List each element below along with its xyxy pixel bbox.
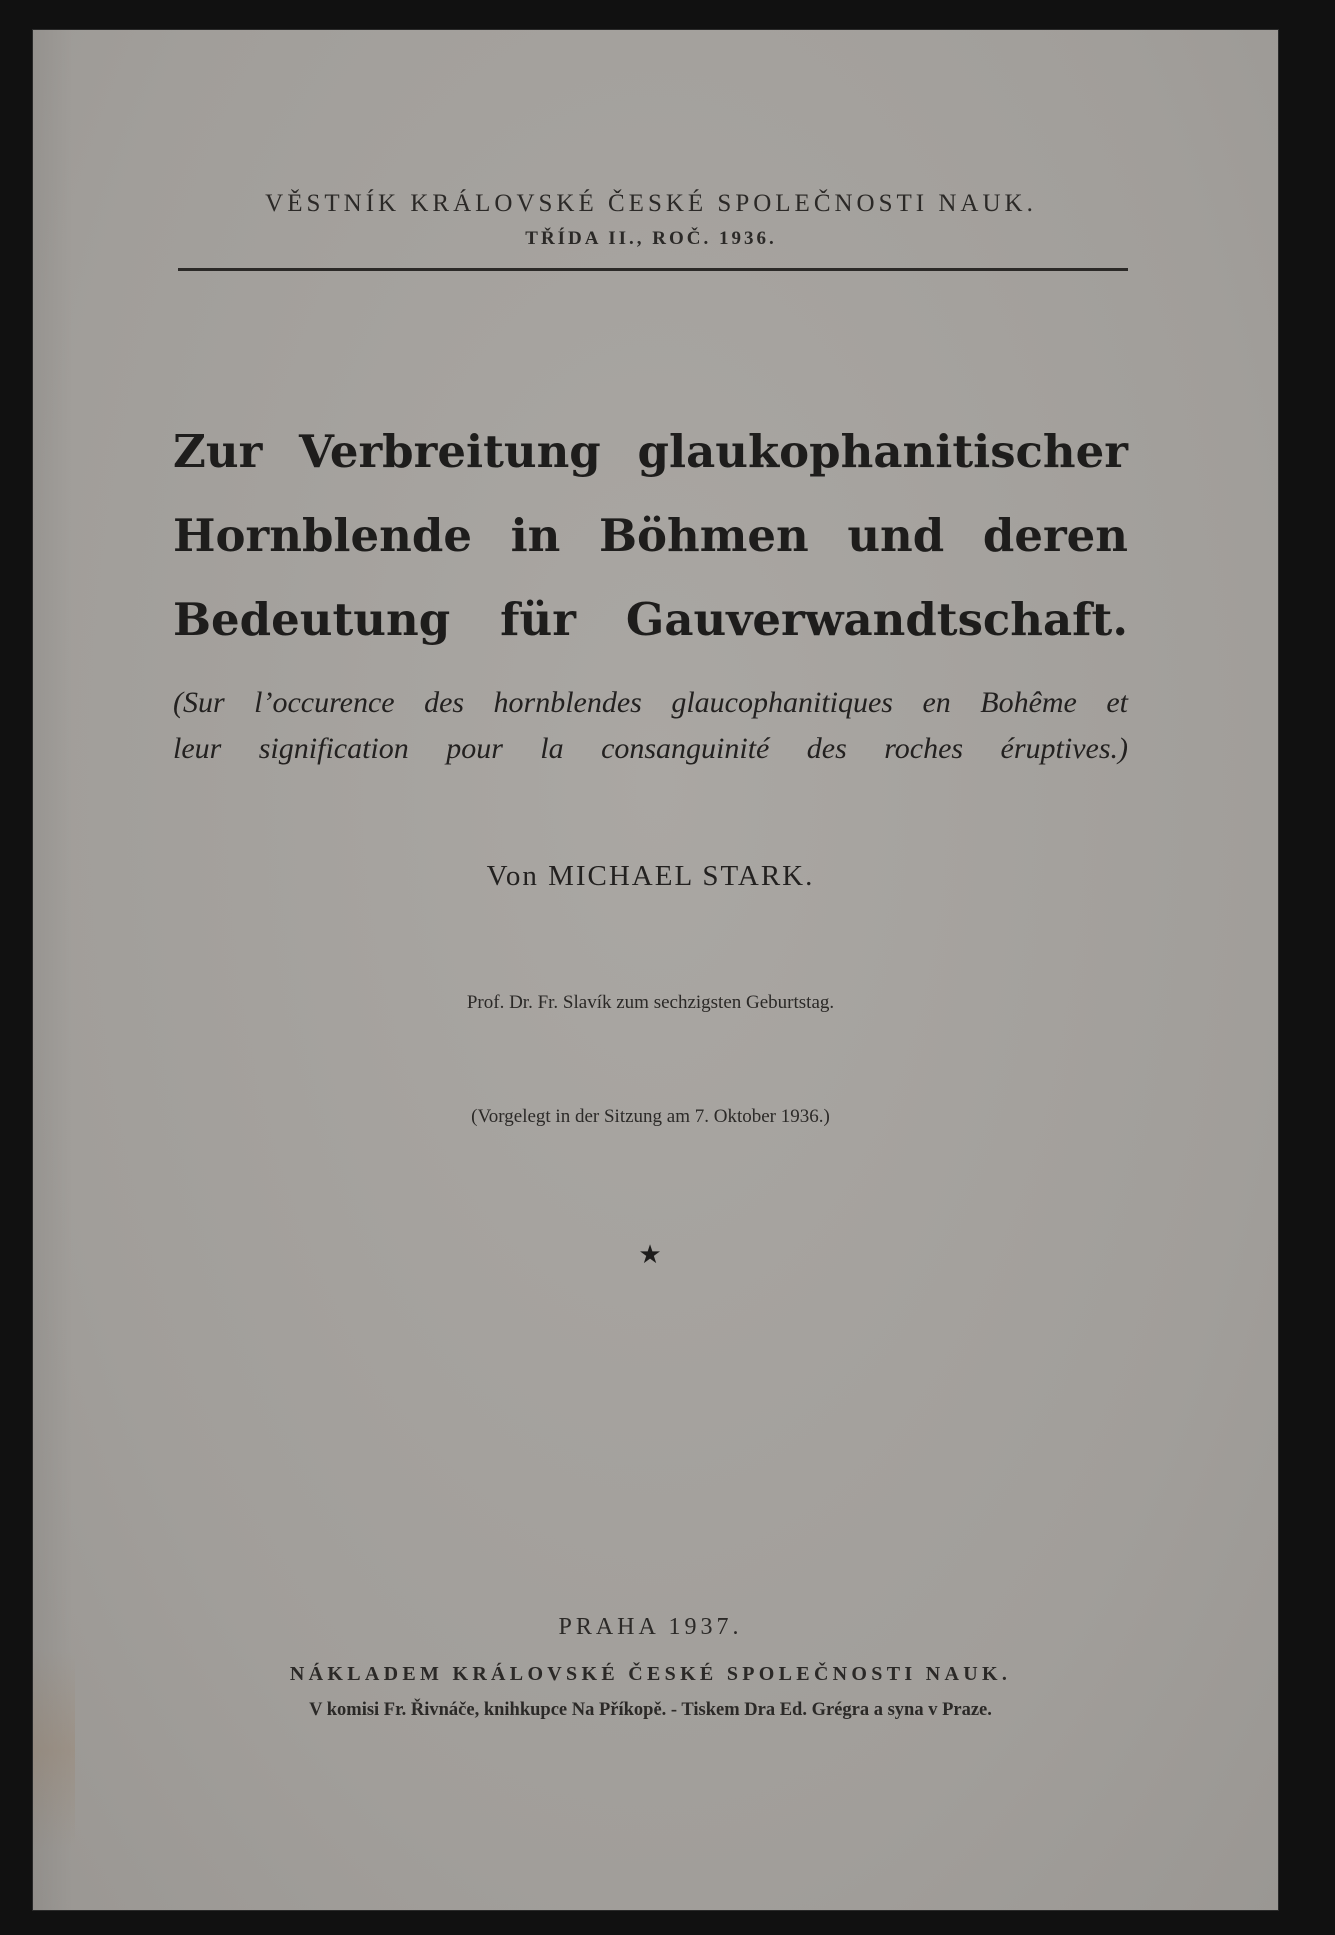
- title-line-3: Bedeutung für Gauverwandtschaft.: [173, 593, 1128, 646]
- author-line: Von MICHAEL STARK.: [486, 860, 815, 892]
- paper-stain: [33, 1650, 75, 1850]
- title-line-1: Zur Verbreitung glaukophanitischer: [173, 425, 1128, 478]
- binding-shadow: [33, 30, 73, 1910]
- french-subtitle: [173, 680, 1128, 772]
- star-ornament: ★: [638, 1240, 662, 1270]
- article-title: [173, 410, 1128, 662]
- subtitle-line-2: leur signification pour la consanguinité des roches éruptives.): [173, 732, 1128, 765]
- title-line-2: Hornblende in Böhmen und deren: [173, 509, 1128, 562]
- imprint-commission: V komisi Fr. Řivnáče, knihkupce Na Příkopě. - Tiskem Dra Ed. Grégra a syna v Praze.: [309, 1700, 992, 1720]
- imprint-publisher: NÁKLADEM KRÁLOVSKÉ ČESKÉ SPOLEČNOSTI NAUK.: [289, 1663, 1012, 1685]
- document-page: [33, 30, 1278, 1910]
- dedication-line: Prof. Dr. Fr. Slavík zum sechzigsten Geburtstag.: [466, 992, 835, 1013]
- presented-note: (Vorgelegt in der Sitzung am 7. Oktober 1936.): [471, 1106, 830, 1127]
- subtitle-line-1: (Sur l’occurence des hornblendes glaucophanitiques en Bohême et: [173, 686, 1128, 719]
- header-rule: [178, 268, 1128, 271]
- journal-header: VĚSTNÍK KRÁLOVSKÉ ČESKÉ SPOLEČNOSTI NAUK.: [265, 190, 1037, 217]
- journal-class-year: TŘÍDA II., ROČ. 1936.: [525, 228, 777, 249]
- imprint-city-year: PRAHA 1937.: [558, 1614, 743, 1640]
